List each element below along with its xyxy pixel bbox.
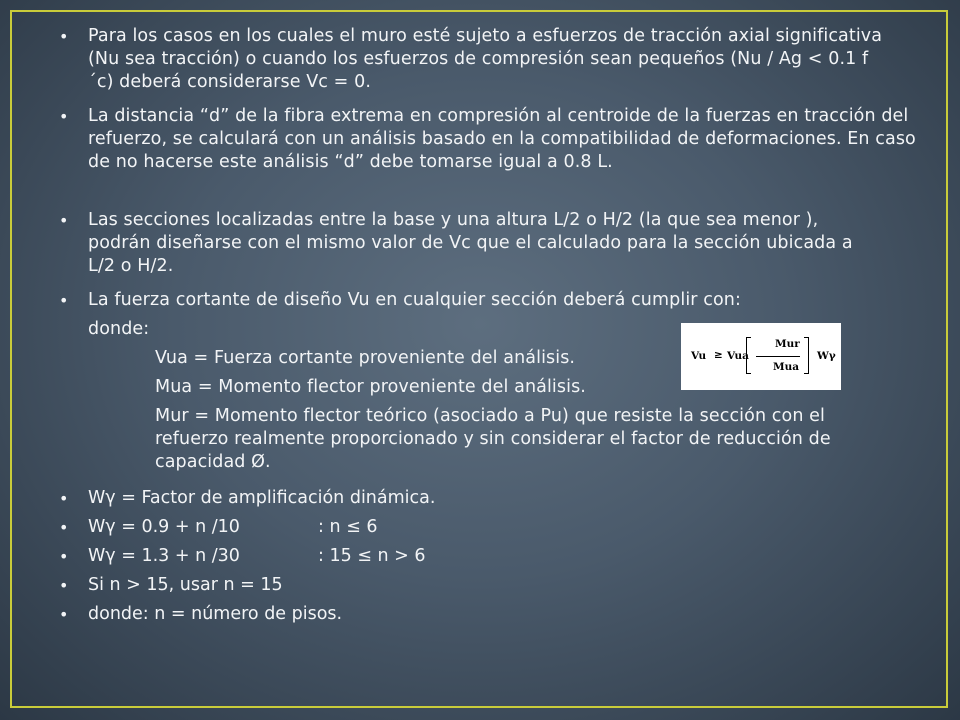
item-w-formula-2: Wγ = 1.3 + n /30 — [88, 546, 240, 566]
definition-vua: Vua = Fuerza cortante proveniente del análisis. — [155, 348, 576, 368]
formula-bracket-left — [746, 337, 751, 374]
bullet-marker: • — [59, 605, 69, 624]
item-w-condition-2: : 15 ≤ n > 6 — [318, 546, 426, 566]
paragraph-fuerza-cortante: La fuerza cortante de diseño Vu en cualquier sección deberá cumplir con: — [88, 290, 741, 310]
bullet-marker: • — [59, 547, 69, 566]
bullet-marker: • — [59, 291, 69, 310]
definition-mur: Mur = Momento flector teórico (asociado a Pu) que resiste la sección con el refuerzo realmente proporcionado y sin considerar el factor de reducción de capacidad Ø. — [155, 406, 831, 472]
formula-suffix: Wγ — [817, 350, 836, 362]
item-w-condition-1: : n ≤ 6 — [318, 517, 378, 537]
definition-mua: Mua = Momento flector proveniente del análisis. — [155, 377, 586, 397]
item-w-formula-1: Wγ = 0.9 + n /10 — [88, 517, 240, 537]
bullet-marker: • — [59, 489, 69, 508]
paragraph-traccion: Para los casos en los cuales el muro esté sujeto a esfuerzos de tracción axial significativa (Nu sea tracción) o cuando los esfuerzos de compresión sean pequeños (Nu / Ag < 0.1 f´c) deberá considerarse Vc = 0. — [88, 26, 883, 92]
donde-label: donde: — [88, 319, 150, 339]
item-limit-n: Si n > 15, usar n = 15 — [88, 575, 283, 595]
bullet-marker: • — [59, 211, 69, 230]
bullet-marker: • — [59, 576, 69, 595]
formula-lhs: Vu — [691, 350, 707, 362]
item-numero-pisos: donde: n = número de pisos. — [88, 604, 343, 624]
formula-denominator: Mua — [773, 361, 800, 373]
bullet-marker: • — [59, 107, 69, 126]
bullet-marker: • — [59, 27, 69, 46]
formula-bracket-right — [804, 337, 809, 374]
formula-factor: Vua — [727, 350, 749, 362]
formula-operator: ≥ — [714, 349, 723, 361]
paragraph-secciones: Las secciones localizadas entre la base y una altura L/2 o H/2 (la que sea menor ), podrán diseñarse con el mismo valor de Vc que el calculado para la sección ubicada a L/2 o H/2. — [88, 210, 853, 276]
formula-numerator: Mur — [775, 338, 800, 350]
bullet-marker: • — [59, 518, 69, 537]
formula-fraction-line — [756, 356, 800, 357]
paragraph-distancia-d: La distancia “d” de la fibra extrema en compresión al centroide de la fuerzas en tracción del refuerzo, se calculará con un análisis basado en la compatibilidad de deformaciones. En caso de no hacerse este análisis “d” debe tomarse igual a 0.8 L. — [88, 106, 916, 172]
item-factor-amplificacion: Wγ = Factor de amplificación dinámica. — [88, 488, 436, 508]
